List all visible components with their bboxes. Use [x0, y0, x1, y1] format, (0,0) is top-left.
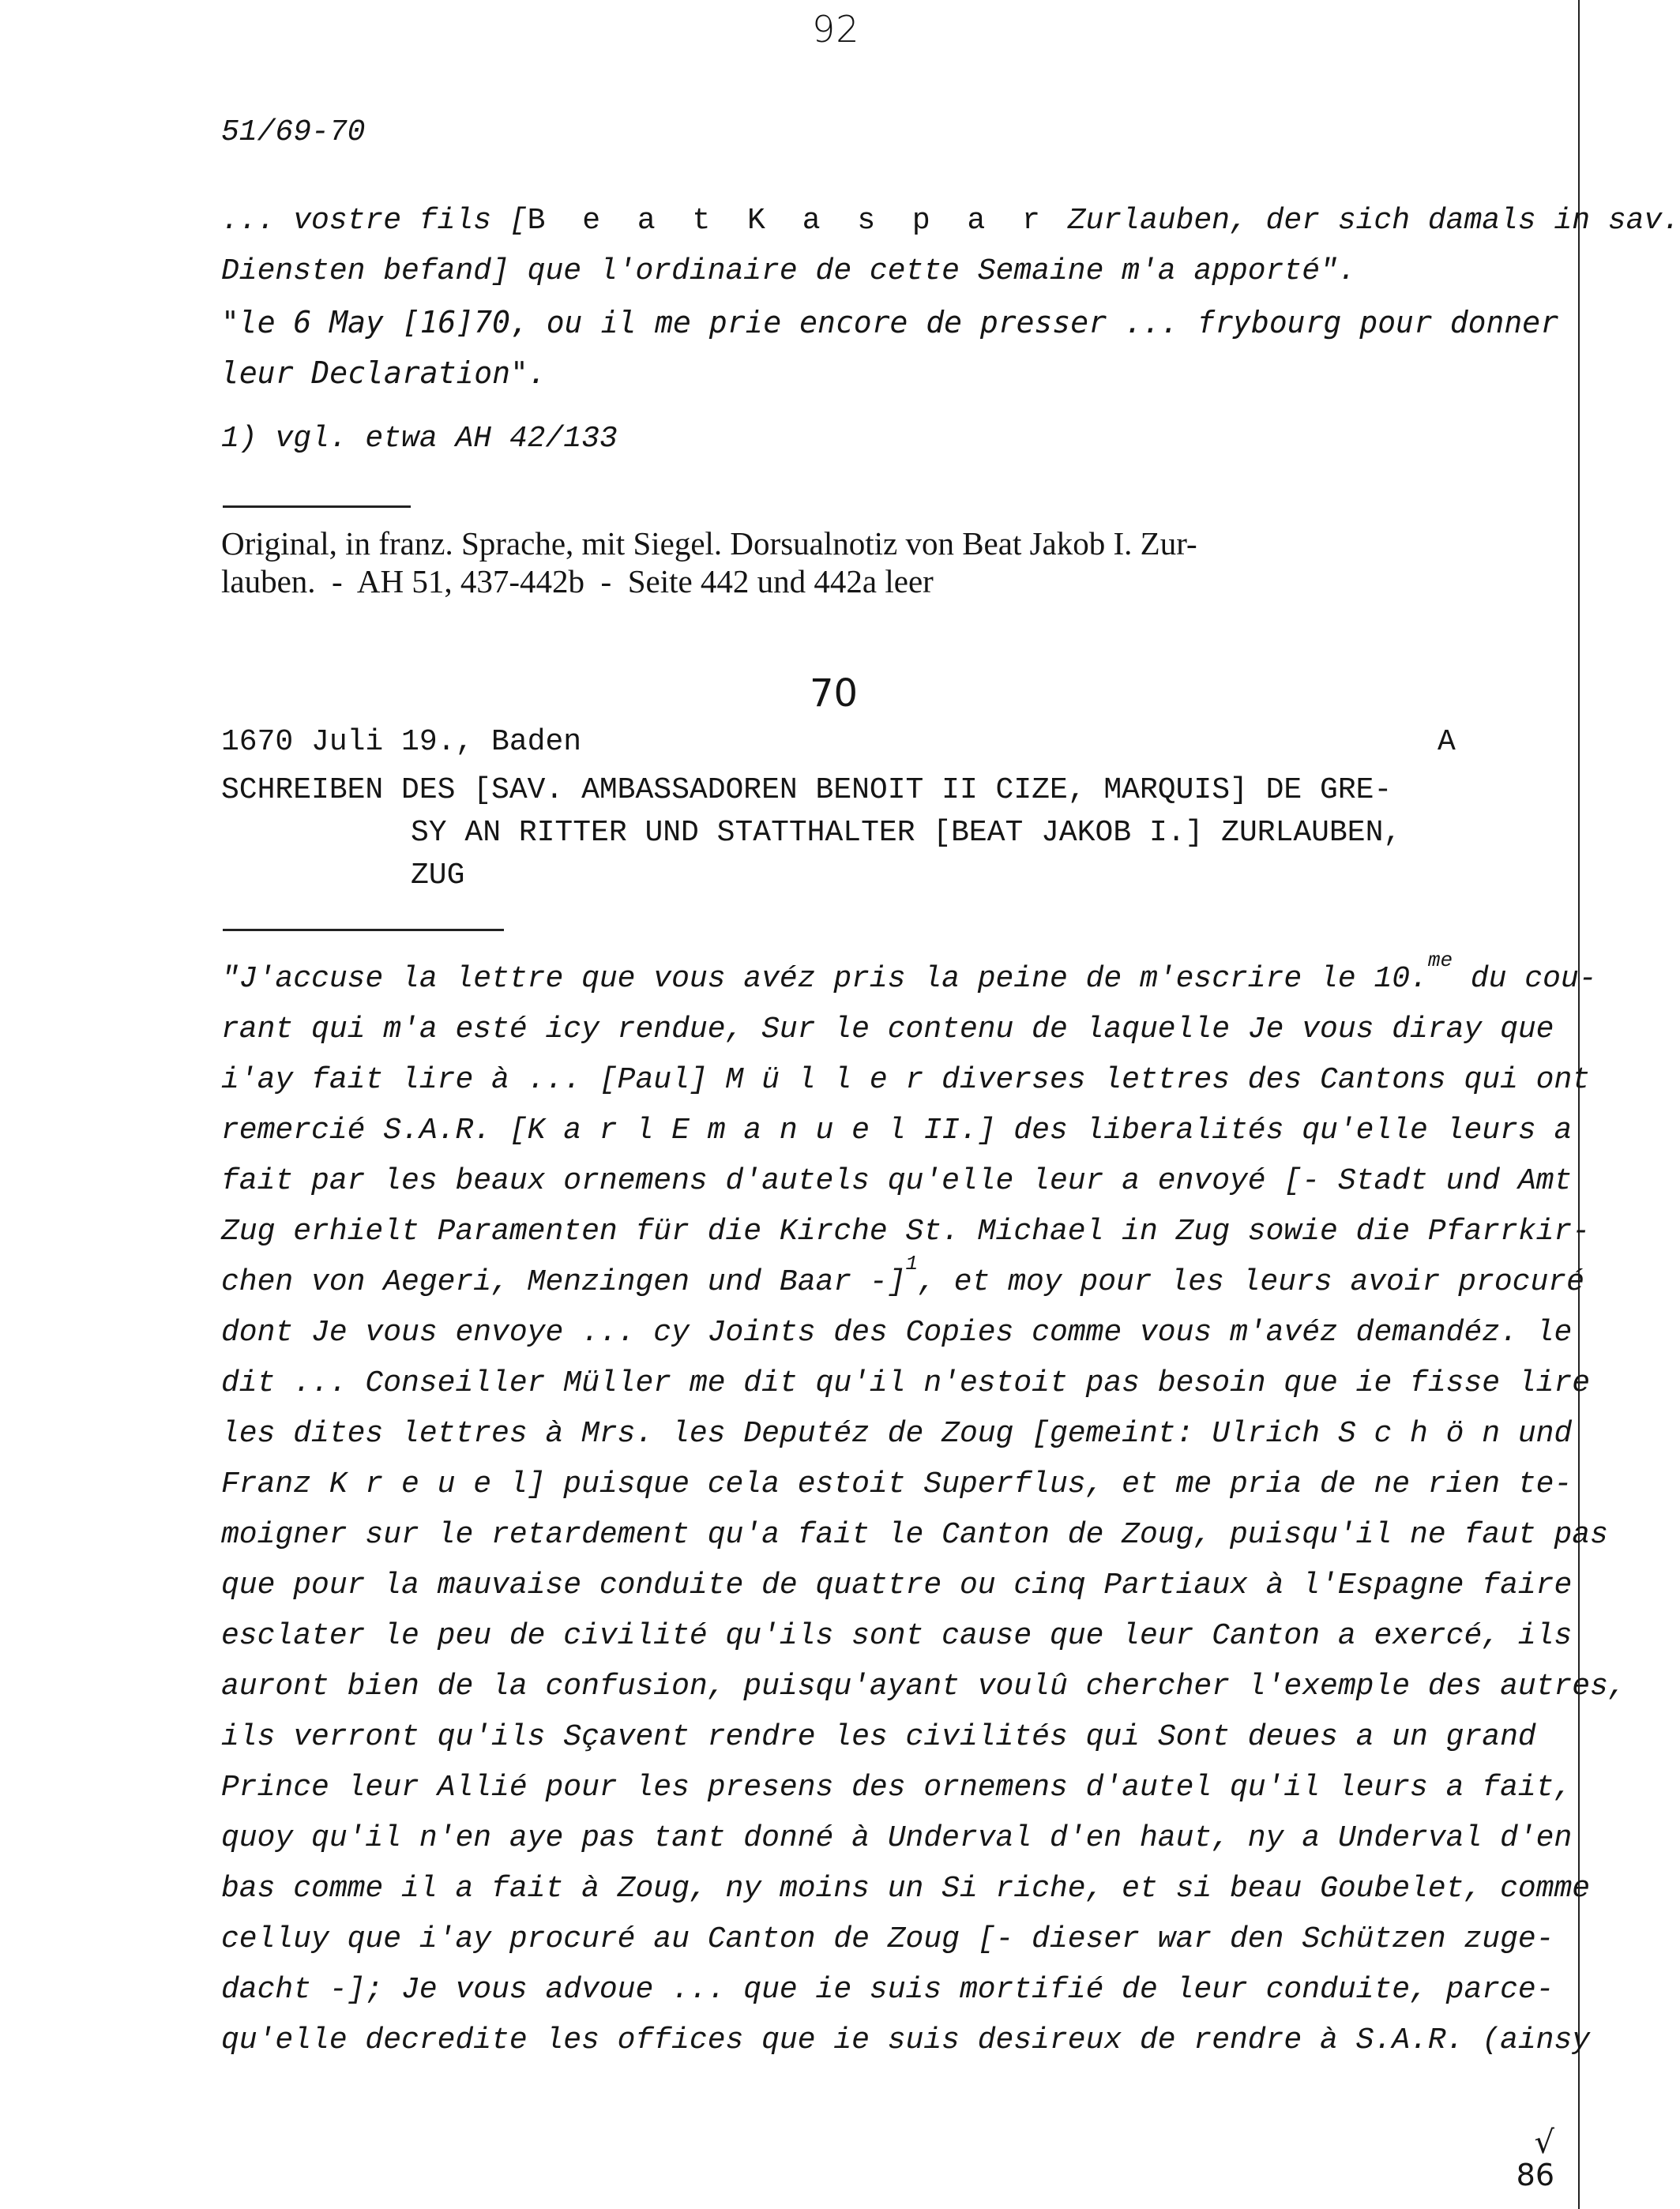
text-line: lauben. - AH 51, 437-442b - Seite 442 und 442a leer [221, 563, 934, 599]
body-line: que pour la mauvaise conduite de quattre ou cinq Partiaux à l'Espagne faire [221, 1568, 1573, 1602]
body-line: celluy que i'ay procuré au Canton de Zoug [- dieser war den Schützen zuge- [221, 1922, 1554, 1956]
body-line: esclater le peu de civilité qu'ils sont cause que leur Canton a exercé, ils [221, 1619, 1573, 1653]
body-line: "J'accuse la lettre que vous avéz pris la peine de m'escrire le 10.$^{me}$ du cou- [221, 949, 1597, 996]
text-line: Diensten befand] que l'ordinaire de cette Semaine m'a apporté". [221, 254, 1356, 288]
heading-divider [223, 929, 504, 931]
body-line: dont Je vous envoye ... cy Joints des Copies comme vous m'avéz demandéz. le [221, 1316, 1573, 1350]
body-line: remercié S.A.R. [K a r l E m a n u e l II.] des liberalités qu'elle leurs a [221, 1114, 1573, 1148]
text-line: ... vostre fils [B e a t K a s p a r Zurlauben, der sich damals in sav. [221, 204, 1680, 238]
body-line: qu'elle decredite les offices que ie suis desireux de rendre à S.A.R. (ainsy [221, 2023, 1591, 2057]
previous-document-text [221, 196, 1680, 398]
body-line: quoy qu'il n'en aye pas tant donné à Underval d'en haut, ny a Underval d'en [221, 1821, 1573, 1855]
body-line: bas comme il a fait à Zoug, ny moins un Si riche, et si beau Goubelet, comme [221, 1872, 1591, 1906]
body-line: ils verront qu'ils Sçavent rendre les civilités qui Sont deues a un grand [221, 1720, 1536, 1754]
heading-line: ZUG [411, 858, 465, 892]
body-line: moigner sur le retardement qu'a fait le Canton de Zoug, puisqu'il ne faut pas [221, 1518, 1608, 1552]
text-line: "le 6 May [16]70, ou il me prie encore de presser ... frybourg pour donner [221, 305, 1558, 340]
body-line: dacht -]; Je vous advoue ... que ie suis mortifié de leur conduite, parce- [221, 1973, 1554, 2007]
reference-number: 51/69-70 [221, 115, 366, 149]
date-place: 1670 Juli 19., Baden [221, 725, 582, 759]
document-number: 70 [810, 671, 859, 716]
body-line: Franz K r e u e l] puisque cela estoit Superflus, et me pria de ne rien te- [221, 1467, 1573, 1501]
footnote-divider [223, 505, 411, 508]
body-line: les dites lettres à Mrs. les Deputéz de Zoug [gemeint: Ulrich S c h ö n und [221, 1417, 1573, 1451]
body-line: fait par les beaux ornemens d'autels qu'elle leur a envoyé [- Stadt und Amt [221, 1164, 1573, 1198]
body-line: auront bien de la confusion, puisqu'ayant voulû chercher l'exemple des autres, [221, 1670, 1626, 1704]
letter-body [221, 949, 1626, 2066]
body-line: rant qui m'a esté icy rendue, Sur le contenu de laquelle Je vous diray que [221, 1012, 1554, 1046]
text-line: leur Declaration". [221, 355, 547, 390]
document-heading [221, 769, 1485, 897]
letter-code: A [1438, 725, 1456, 759]
text-line: Original, in franz. Sprache, mit Siegel. Dorsualnotiz von Beat Jakob I. Zur- [221, 525, 1197, 562]
footnote: 1) vgl. etwa AH 42/133 [221, 422, 618, 456]
body-line: chen von Aegeri, Menzingen und Baar -]$^1$, et moy pour les leurs avoir procuré [221, 1252, 1584, 1299]
margin-folio-number: 86 [1516, 2158, 1554, 2192]
source-note [221, 524, 1485, 600]
page-number: 92 [812, 8, 860, 51]
body-line: i'ay fait lire à ... [Paul] M ü l l e r diverses lettres des Cantons qui ont [221, 1063, 1591, 1097]
body-line: dit ... Conseiller Müller me dit qu'il n'estoit pas besoin que ie fisse lire [221, 1366, 1591, 1400]
margin-check-mark: √ [1534, 2124, 1554, 2161]
heading-line: SCHREIBEN DES [SAV. AMBASSADOREN BENOIT II CIZE, MARQUIS] DE GRE- [221, 773, 1392, 807]
heading-line: SY AN RITTER UND STATTHALTER [BEAT JAKOB I.] ZURLAUBEN, [411, 816, 1402, 850]
body-line: Zug erhielt Paramenten für die Kirche St. Michael in Zug sowie die Pfarrkir- [221, 1215, 1591, 1249]
body-line: Prince leur Allié pour les presens des ornemens d'autel qu'il leurs a fait, [221, 1771, 1573, 1805]
